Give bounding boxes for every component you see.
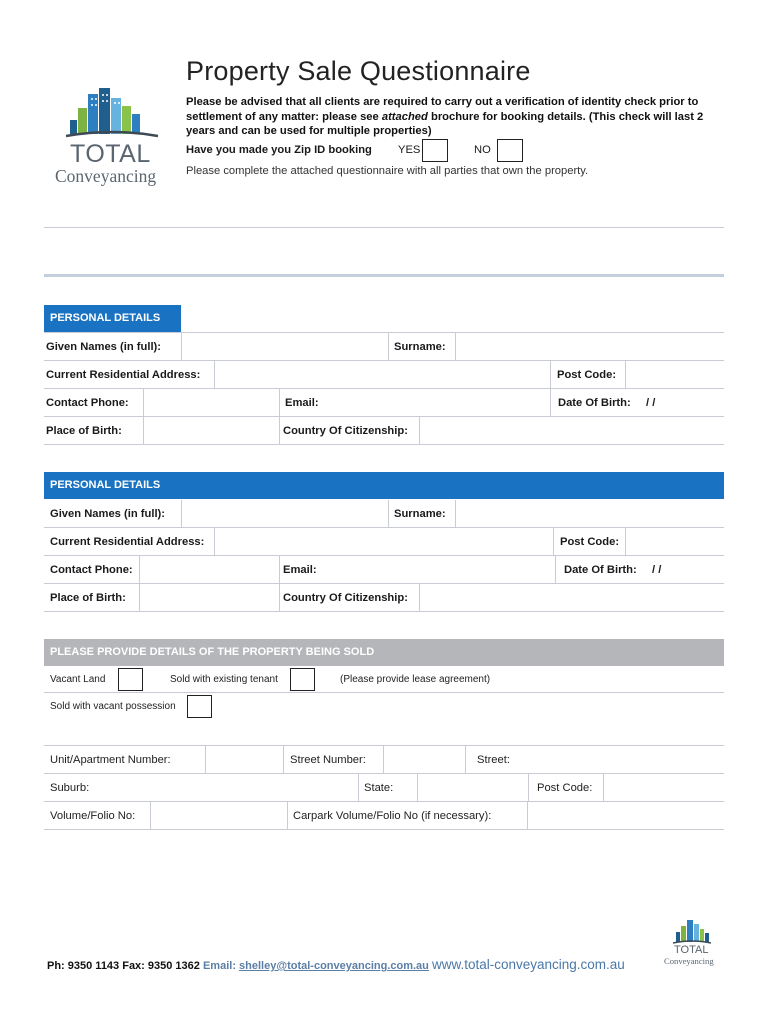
footer-email-label: Email: (202, 960, 236, 972)
s1-phone-label: Contact Phone: (46, 397, 129, 409)
s1-divider (550, 389, 551, 417)
footer-phone-fax: Ph: 9350 1143 Fax: 9350 1362 (47, 960, 200, 972)
s1-citizenship-field[interactable] (419, 417, 724, 445)
state-field[interactable] (417, 774, 528, 802)
footer-logo-total-text: TOTAL (674, 944, 709, 956)
vacant-land-label: Vacant Land (50, 674, 106, 685)
s1-divider (279, 417, 280, 445)
s1-postcode-label: Post Code: (557, 369, 617, 381)
s1-dob-label: Date Of Birth: (558, 397, 631, 409)
s2-citizenship-label: Country Of Citizenship: (283, 592, 408, 604)
s2-birthplace-field[interactable] (139, 584, 279, 612)
s1-dob-field[interactable]: / / (646, 397, 656, 409)
s2-dob-field[interactable]: / / (652, 564, 662, 576)
s2-birthplace-label: Place of Birth: (50, 592, 126, 604)
footer-logo-buildings-icon (672, 918, 712, 944)
s1-birthplace-label: Place of Birth: (46, 425, 122, 437)
zip-yes-checkbox[interactable] (422, 139, 448, 162)
s1-surname-field[interactable] (455, 333, 724, 361)
street-label: Street: (477, 754, 510, 766)
s2-divider (279, 584, 280, 612)
logo-conveyancing-text: Conveyancing (55, 166, 157, 186)
s1-divider (388, 333, 389, 361)
zip-no-checkbox[interactable] (497, 139, 523, 162)
s2-given-names-label: Given Names (in full): (50, 508, 165, 520)
header-divider-thin (44, 227, 724, 228)
s1-given-names-field[interactable] (181, 333, 388, 361)
s2-phone-label: Contact Phone: (50, 564, 133, 576)
street-field[interactable] (520, 746, 724, 774)
s2-postcode-field[interactable] (625, 528, 724, 556)
unit-number-field[interactable] (205, 746, 283, 774)
s2-divider (553, 528, 554, 556)
footer-contact (47, 957, 625, 972)
s1-divider (550, 361, 551, 389)
carpark-folio-label: Carpark Volume/Folio No (if necessary): (293, 810, 492, 822)
s2-divider (388, 500, 389, 528)
property-divider (287, 802, 288, 830)
s1-surname-label: Surname: (394, 341, 446, 353)
footer-website-link[interactable]: www.total-conveyancing.com.au (431, 957, 625, 972)
s1-email-label: Email: (285, 397, 319, 409)
s2-surname-label: Surname: (394, 508, 446, 520)
suburb-field[interactable] (95, 774, 358, 802)
header-divider-thick (44, 274, 724, 277)
footer-email-link[interactable]: shelley@total-conveyancing.com.au (239, 960, 429, 972)
carpark-folio-field[interactable] (527, 802, 724, 830)
s2-address-field[interactable] (214, 528, 553, 556)
property-divider (358, 774, 359, 802)
property-divider (283, 746, 284, 774)
s2-divider (555, 556, 556, 584)
logo-buildings-icon (64, 86, 160, 138)
zip-id-question: Have you made you Zip ID booking (186, 144, 372, 156)
property-divider (528, 774, 529, 802)
property-postcode-field[interactable] (603, 774, 724, 802)
s2-divider (279, 556, 280, 584)
sold-vacant-label: Sold with vacant possession (50, 701, 176, 712)
zip-yes-label: YES (398, 144, 421, 156)
lease-note: (Please provide lease agreement) (340, 674, 491, 685)
property-postcode-label: Post Code: (537, 782, 593, 794)
street-number-label: Street Number: (290, 754, 366, 766)
sold-vacant-checkbox[interactable] (187, 695, 212, 718)
page-title: Property Sale Questionnaire (186, 56, 531, 86)
s1-address-field[interactable] (214, 361, 550, 389)
s2-postcode-label: Post Code: (560, 536, 620, 548)
s1-postcode-field[interactable] (625, 361, 724, 389)
street-number-field[interactable] (383, 746, 465, 774)
s1-address-label: Current Residential Address: (46, 369, 201, 381)
s1-phone-field[interactable] (143, 389, 279, 417)
volume-folio-field[interactable] (150, 802, 287, 830)
section2-heading: PERSONAL DETAILS (44, 472, 724, 499)
s2-phone-field[interactable] (139, 556, 279, 584)
footer-logo-conveyancing-text: Conveyancing (664, 956, 714, 966)
zip-no-label: NO (474, 144, 491, 156)
s1-given-names-label: Given Names (in full): (46, 341, 161, 353)
s1-birthplace-field[interactable] (143, 417, 279, 445)
sold-tenant-label: Sold with existing tenant (170, 674, 278, 685)
logo-total-text: TOTAL (70, 140, 151, 168)
s2-address-label: Current Residential Address: (50, 536, 205, 548)
s2-dob-label: Date Of Birth: (564, 564, 637, 576)
vacant-land-checkbox[interactable] (118, 668, 143, 691)
property-divider (465, 746, 466, 774)
s2-email-label: Email: (283, 564, 317, 576)
state-label: State: (364, 782, 394, 794)
s2-surname-field[interactable] (455, 500, 724, 528)
s2-given-names-field[interactable] (181, 500, 388, 528)
property-heading: PLEASE PROVIDE DETAILS OF THE PROPERTY BEING SOLD (44, 639, 724, 666)
s1-citizenship-label: Country Of Citizenship: (283, 425, 408, 437)
suburb-label: Suburb: (50, 782, 90, 794)
s1-divider (279, 389, 280, 417)
s2-citizenship-field[interactable] (419, 584, 724, 612)
verification-notice: Please be advised that all clients are required to carry out a verification of identity check prior to settlement of any matter: please see attached brochure for booking details. (This check will last 2 years and can be used for multiple properties) (186, 96, 704, 138)
volume-folio-label: Volume/Folio No: (50, 810, 136, 822)
sold-tenant-checkbox[interactable] (290, 668, 315, 691)
complete-instruction: Please complete the attached questionnaire with all parties that own the property. (186, 165, 589, 177)
section1-heading: PERSONAL DETAILS (44, 305, 181, 332)
unit-number-label: Unit/Apartment Number: (50, 754, 171, 766)
